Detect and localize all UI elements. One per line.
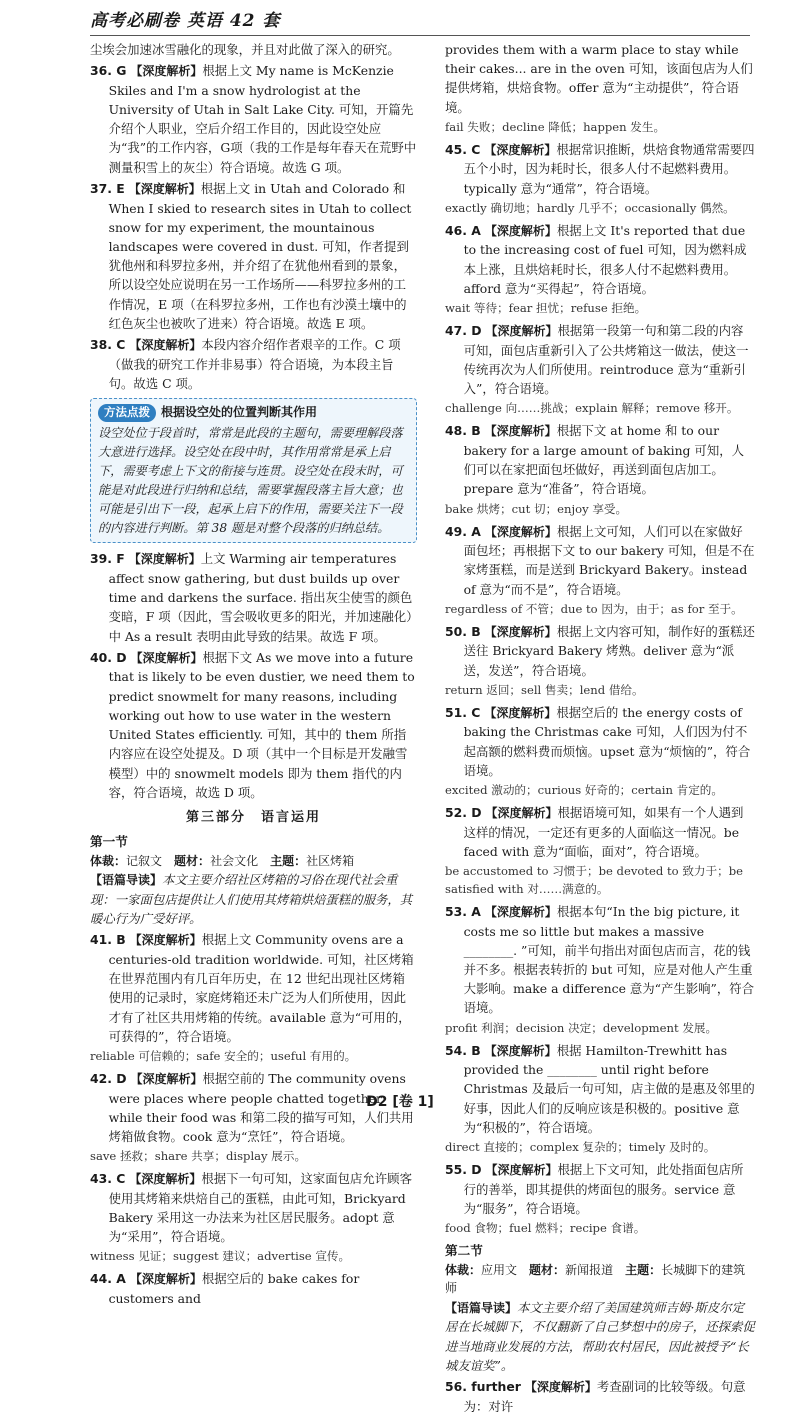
- analysis-tag: 【深度解析】: [129, 1272, 202, 1287]
- vocab-note: exactly 确切地；hardly 几乎不；occasionally 偶然。: [445, 200, 735, 215]
- question-number: 53. A: [445, 903, 481, 919]
- answer-text: 根据空后的 the energy costs of baking the Christmas cake 可知，人们因为付不起高额的燃料费而烦恼。upset 意为“烦恼的”，符合语境。: [463, 704, 751, 778]
- question-number: 45. C: [445, 141, 481, 157]
- question-number: 47. D: [445, 323, 482, 339]
- answer-text: 根据第一段第一句和第二段的内容可知，面包店重新引入了公共烤箱这一做法，使这一传统再次为人们所使用。reintroduce 意为“重新引入”，符合语境。: [463, 323, 749, 397]
- answer-52: [445, 803, 755, 861]
- passage-guide: 【语篇导读】本文主要介绍社区烤箱的习俗在现代社会重现：一家面包店提供让人们使用其烤箱烘焙蛋糕的服务，其暖心行为广受好评。: [90, 872, 413, 927]
- question-number: 39. F: [90, 551, 125, 567]
- question-number: 51. C: [445, 704, 481, 720]
- passage-guide: 【语篇导读】本文主要介绍了美国建筑师吉姆·斯皮尔定居在长城脚下，不仅翻新了自己梦想中的房子，还探索促进当地商业发展的方法，帮助农村居民，因此被授予“长城友谊奖”。: [445, 1299, 755, 1373]
- answer-41: [90, 930, 417, 1046]
- answer-40: [90, 648, 417, 802]
- answer-48: [445, 421, 755, 498]
- answer-44: [90, 1269, 417, 1308]
- vocab-note: direct 直接的；complex 复杂的；timely 及时的。: [445, 1140, 716, 1155]
- analysis-tag: 【深度解析】: [128, 181, 201, 196]
- section-two-title: 第二节: [445, 1243, 483, 1258]
- analysis-tag: 【深度解析】: [128, 552, 201, 567]
- vocab-note: witness 见证；suggest 建议；advertise 宣传。: [90, 1249, 351, 1264]
- analysis-tag: 【深度解析】: [484, 904, 557, 919]
- analysis-tag: 【深度解析】: [484, 424, 557, 439]
- question-number: 55. D: [445, 1162, 482, 1177]
- analysis-tag: 【深度解析】: [130, 650, 203, 665]
- vocab-note: profit 利润；decision 决定；development 发展。: [445, 1020, 718, 1035]
- answer-39: [90, 549, 417, 645]
- vocab-note: fail 失败；decline 降低；happen 发生。: [445, 119, 666, 134]
- question-number: 40. D: [90, 649, 127, 665]
- answer-37: [90, 179, 417, 333]
- answer-51: [445, 703, 755, 780]
- answer-47: [445, 321, 755, 398]
- analysis-tag: 【深度解析】: [484, 142, 557, 157]
- answer-text: 根据上文 My name is McKenzie Skiles and I'm a snow hydrologist at the University of Utah in Salt Lake City. 可知，开篇先介绍个人职业，空后介绍工作目的，因此设空处应为“我”的工作内容，G项（我的工作是每年春天在荒野中测量积雪上的灰尘）符合语境。故选 G 项。: [108, 63, 417, 175]
- answer-38: [90, 335, 417, 393]
- vocab-note: bake 烘烤；cut 切；enjoy 享受。: [445, 501, 628, 516]
- answer-55: [445, 1160, 755, 1218]
- passage-meta: 体裁：应用文 题材：新闻报道 主题：长城脚下的建筑师: [445, 1262, 746, 1296]
- analysis-tag: 【深度解析】: [129, 1172, 202, 1187]
- method-tip-header: [98, 403, 409, 422]
- passage-meta: 体裁：记叙文 题材：社会文化 主题：社区烤箱: [90, 853, 355, 868]
- question-number: 52. D: [445, 804, 482, 820]
- left-column: [90, 40, 417, 1310]
- page-header-title: 高考必刷卷 英语 42 套: [90, 11, 281, 31]
- vocab-note: be accustomed to 习惯于；be devoted to 致力于；be satisfied with 对……满意的。: [445, 863, 743, 896]
- vocab-note: save 拯救；share 共享；display 展示。: [90, 1149, 307, 1164]
- vocab-note: food 食物；fuel 燃料；recipe 食谱。: [445, 1221, 646, 1236]
- method-tip-box: [90, 398, 417, 543]
- question-number: 43. C: [90, 1171, 126, 1187]
- analysis-tag: 【深度解析】: [484, 524, 557, 539]
- question-number: 44. A: [90, 1271, 126, 1287]
- question-number: 46. A: [445, 222, 481, 238]
- answer-text: 根据空后的 bake cakes for customers and: [108, 1271, 360, 1306]
- answer-43: [90, 1169, 417, 1246]
- question-number: 54. B: [445, 1042, 481, 1058]
- section-one-title: 第一节: [90, 834, 128, 850]
- answer-45: [445, 140, 755, 198]
- header-rule: [90, 35, 750, 36]
- question-number: 42. D: [90, 1070, 127, 1086]
- analysis-tag: 【深度解析】: [484, 624, 557, 639]
- answer-text: 根据下文 at home 和 to our bakery for a large amount of baking 可知，人们可以在家把面包坯做好，再送到面包店加工。prepare 意为“准备”，符合语境。: [463, 423, 744, 497]
- question-number: 56. further: [445, 1378, 521, 1394]
- answer-text: 根据上文 in Utah and Colorado 和 When I skied to research sites in Utah to collect snow for my experiment, the mountainous landscapes were covered in dust. 可知，作者提到犹他州和科罗拉多州，并介绍了在犹他州看到的景象，所以设空处应说明在另一工作场所——科罗拉多州的工作情况，E 项（在科罗拉多州，工作也有沙漠土壤中的红色灰尘也被吹了进来）符合语境。故选 E 项。: [108, 180, 412, 331]
- question-number: 38. C: [90, 337, 126, 353]
- answer-text: 上文 Warming air temperatures affect snow gathering, but dust builds up over time and darkens the surface. 指出灰尘使雪的颜色变暗，F 项（因此，雪会吸收更多的阳光，并加速融化）中 As a result 表明由此导致的结果。故选 F 项。: [108, 551, 413, 644]
- answer-53: [445, 902, 755, 1018]
- analysis-tag: 【深度解析】: [484, 223, 557, 238]
- analysis-tag: 【深度解析】: [129, 338, 202, 353]
- analysis-tag: 【深度解析】: [485, 324, 558, 339]
- question-number: 49. A: [445, 523, 481, 539]
- vocab-note: regardless of 不管；due to 因为，由于；as for 至于。: [445, 601, 743, 616]
- page-footer: D2 [卷 1]: [366, 1094, 434, 1110]
- answer-text: 根据语境可知，如果有一个人遇到这样的情况，一定还有更多的人面临这一情况。be faced with 意为“面临，面对”，符合语境。: [463, 804, 744, 859]
- vocab-note: reliable 可信赖的；safe 安全的；useful 有用的。: [90, 1048, 357, 1063]
- question-number: 36. G: [90, 63, 127, 79]
- analysis-tag: 【深度解析】: [485, 805, 558, 820]
- vocab-note: return 返回；sell 售卖；lend 借给。: [445, 682, 644, 697]
- answer-text: 根据空前的 The community ovens were places where people chatted together while their food was 和第二段的描写可知，人们共用烤箱做食物。cook 意为“烹饪”，符合语境。: [108, 1070, 414, 1144]
- answer-text: 考查副词的比较等级。句意为：对许: [463, 1378, 746, 1414]
- answer-text: 根据上下文可知，此处指面包店所行的善举，即其提供的烤面包的服务。service 意为“服务”，符合语境。: [463, 1162, 744, 1216]
- analysis-tag: 【深度解析】: [485, 1163, 558, 1177]
- answer-36: [90, 61, 417, 177]
- answer-text: 本段内容介绍作者艰辛的工作。C 项（做我的研究工作并非易事）符合语境，为本段主旨句。故选 C 项。: [108, 337, 401, 391]
- vocab-note: excited 激动的；curious 好奇的；certain 肯定的。: [445, 782, 723, 797]
- method-tip-badge: 方法点拨: [98, 404, 156, 422]
- answer-50: [445, 622, 755, 680]
- method-tip-body: 设空处位于段首时，常常是此段的主题句，需要理解段落大意进行选择。设空处在段中时，其作用常常是承上启下，需要考虑上下文的衔接与连贯。设空处在段末时，可能是对此段进行归纳和总结，需要掌握段落主旨大意；也可能是引出下一段，起承上启下的作用，需要关注下一段的内容进行判断。第 38 题是对整个段落的归纳总结。: [98, 425, 403, 535]
- answer-text: 根据上文可知，人们可以在家做好面包坯；再根据下文 to our bakery 可知，但是不在家烤蛋糕，而是送到 Brickyard Bakery。instead of 意为“而不是”，符合语境。: [463, 523, 755, 597]
- answer-text: 根据上文内容可知，制作好的蛋糕还送往 Brickyard Bakery 烤熟。deliver 意为“派送，发送”，符合语境。: [463, 623, 755, 678]
- analysis-tag: 【深度解析】: [524, 1379, 597, 1394]
- answer-text: 根据 Hamilton-Trewhitt has provided the ________ until right before Christmas 及最后一句可知，店主做的是惠及邻里的好事，因此人们的反响应该是积极的。positive 意为“积极的”，符合语境。: [463, 1042, 755, 1135]
- answer-56: [445, 1377, 755, 1416]
- answer-46: [445, 221, 755, 298]
- answer-text: 根据本句“In the big picture, it costs me so little but makes a massive ________. ”可知，前半句指出对面包店而言，花的钱并不多。根据表转折的 but 可知，应是对他人产生重大影响。make a difference 意为“产生影响”，符合语境。: [463, 903, 755, 1016]
- answer-text: 根据常识推断，烘焙食物通常需要四五个小时，因为耗时长，很多人付不起燃料费用。typically 意为“通常”，符合语境。: [463, 141, 755, 196]
- analysis-tag: 【深度解析】: [130, 1071, 203, 1086]
- intro-tail: 尘埃会加速冰雪融化的现象，并且对此做了深入的研究。: [90, 42, 400, 57]
- question-number: 41. B: [90, 932, 126, 948]
- answer-text: 根据下一句可知，这家面包店允许顾客使用其烤箱来烘焙自己的蛋糕，由此可知，Brickyard Bakery 采用这一办法来为社区居民服务。adopt 意为“采用”，符合语境。: [108, 1171, 412, 1245]
- analysis-tag: 【深度解析】: [484, 1043, 557, 1058]
- question-number: 48. B: [445, 423, 481, 439]
- vocab-note: challenge 向……挑战；explain 解释；remove 移开。: [445, 401, 739, 416]
- analysis-tag: 【深度解析】: [129, 933, 202, 948]
- part-three-title: 第三部分 语言运用: [185, 810, 321, 825]
- answer-text: 根据上文 It's reported that due to the increasing cost of fuel 可知，因为燃料成本上涨，且烘焙耗时长，很多人付不起燃料费用。afford 意为“买得起”，符合语境。: [463, 222, 747, 296]
- answer-text: 根据上文 Community ovens are a centuries-old tradition worldwide. 可知，社区烤箱在世界范围内有几百年历史，在 12 世纪出现社区烤箱使用的记录时，家庭烤箱还未广泛为人们所使用，因此才有了社区共用烤箱的传统。available 意为“可用的，可获得的”，符合语境。: [108, 932, 414, 1044]
- answer-44-continued: provides them with a warm place to stay while their cakes... are in the oven 可知，该面包店为人们提供烤箱，烘焙食物。offer 意为“主动提供”，符合语境。: [445, 42, 753, 115]
- question-number: 37. E: [90, 180, 125, 196]
- answer-text: 根据下文 As we move into a future that is likely to be even dustier, we need them to predict snowmelt for many reasons, including working out how to use water in the western United States efficiently. 可知，其中的 them 所指内容应在设空处提及。D 项（其中一个目标是开发融雪模型）中的 snowmelt models 即为 them 指代的内容，符合语境，故选 D 项。: [108, 649, 415, 800]
- question-number: 50. B: [445, 623, 481, 639]
- answer-54: [445, 1041, 755, 1137]
- answer-49: [445, 522, 755, 599]
- analysis-tag: 【深度解析】: [484, 705, 557, 720]
- vocab-note: wait 等待；fear 担忧；refuse 拒绝。: [445, 301, 647, 316]
- right-column: [445, 40, 755, 1418]
- analysis-tag: 【深度解析】: [130, 64, 203, 79]
- method-tip-title: 根据设空处的位置判断其作用: [161, 405, 318, 420]
